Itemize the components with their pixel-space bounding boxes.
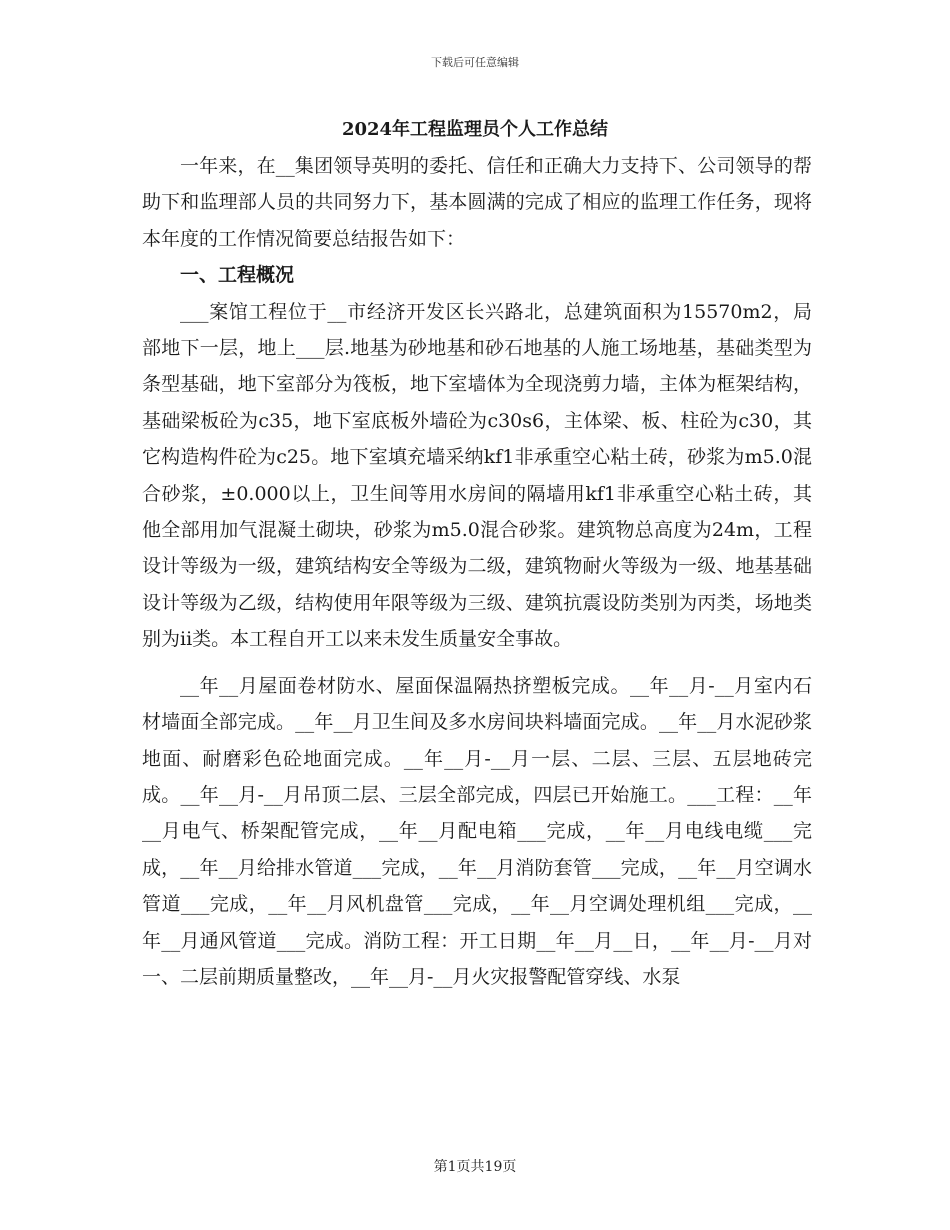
header-note: 下载后可任意编辑	[431, 56, 519, 69]
document-title: 2024年工程监理员个人工作总结	[341, 119, 609, 140]
intro-paragraph: 一年来，在__集团领导英明的委托、信任和正确大力支持下、公司领导的帮助下和监理部人员的共同努力下，基本圆满的完成了相应的监理工作任务，现将本年度的工作情况简要总结报告如下：	[142, 155, 812, 250]
section-heading: 一、工程概况	[180, 264, 295, 287]
progress-paragraph: __年__月屋面卷材防水、屋面保温隔热挤塑板完成。__年__月-__月室内石材墙面全部完成。__年__月卫生间及多水房间块料墙面完成。__年__月水泥砂浆地面、耐磨彩色砼地面完成。__年__月-__月一层、二层、三层、五层地砖完成。__年__月-__月吊顶二层、三层全部完成，四层已开始施工。___工程：__年__月电气、桥架配管完成，__年__月配电箱___完成，__年__月电线电缆___完成，__年__月给排水管道___完成，__年__月消防套管___完成，__年__月空调水管道___完成，__年__月风机盘管___完成，__年__月空调处理机组___完成，__年__月通风管道___完成。消防工程：开工日期__年__月__日，__年__月-__月对一、二层前期质量整改，__年__月-__月火灾报警配管穿线、水泵	[142, 674, 812, 988]
document-body	[142, 148, 812, 995]
project-overview-paragraph: ___案馆工程位于__市经济开发区长兴路北，总建筑面积为15570m2，局部地下一层，地上___层.地基为砂地基和砂石地基的人施工场地基，基础类型为条型基础，地下室部分为筏板，地下室墙体为全现浇剪力墙，主体为框架结构，基础梁板砼为c35，地下室底板外墙砼为c30s6，主体梁、板、柱砼为c30，其它构造构件砼为c25。地下室填充墙采纳kf1非承重空心粘土砖，砂浆为m5.0混合砂浆，±0.000以上，卫生间等用水房间的隔墙用kf1非承重空心粘土砖，其他全部用加气混凝土砌块，砂浆为m5.0混合砂浆。建筑物总高度为24m，工程设计等级为一级，建筑结构安全等级为二级，建筑物耐火等级为一级、地基基础设计等级为乙级，结构使用年限等级为三级、建筑抗震设防类别为丙类，场地类别为ii类。本工程自开工以来未发生质量安全事故。	[142, 300, 812, 651]
page-number: 第1页共19页	[433, 1159, 517, 1175]
